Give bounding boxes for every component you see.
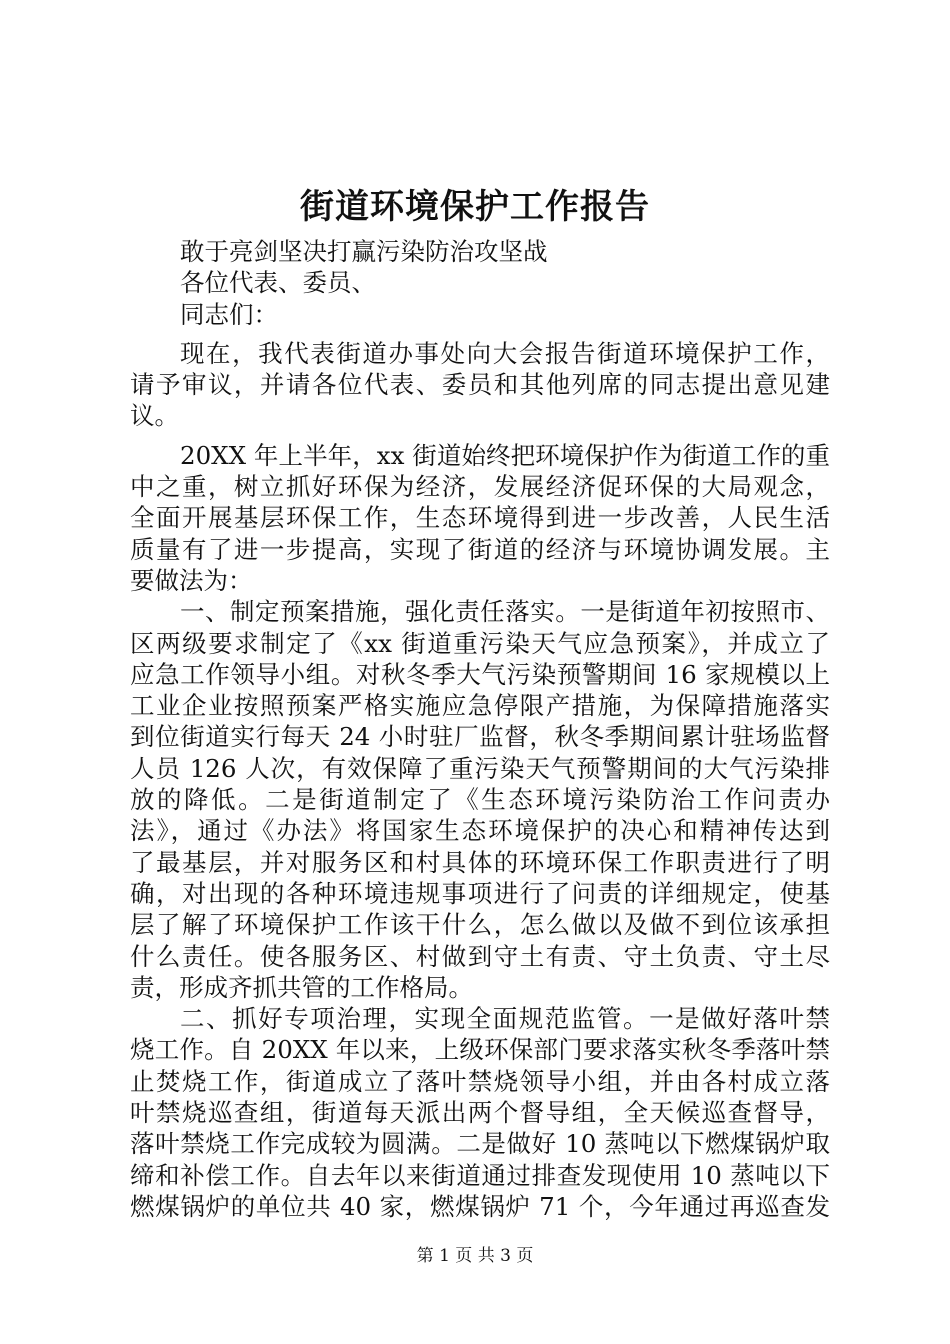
paragraph-line: 确，对出现的各种环境违规事项进行了问责的详细规定，使基 <box>130 878 830 908</box>
paragraph-line: 放的降低。二是街道制定了《生态环境污染防治工作问责办 <box>130 785 830 815</box>
paragraph-line: 区两级要求制定了《xx 街道重污染天气应急预案》，并成立了 <box>130 628 830 658</box>
paragraph-line: 燃煤锅炉的单位共 40 家，燃煤锅炉 71 个，今年通过再巡查发 <box>130 1191 830 1221</box>
paragraph-line: 缔和补偿工作。自去年以来街道通过排查发现使用 10 蒸吨以下 <box>130 1160 830 1190</box>
paragraph-line: 中之重，树立抓好环保为经济，发展经济促环保的大局观念， <box>130 472 830 502</box>
paragraph-line: 了最基层，并对服务区和村具体的环境环保工作职责进行了明 <box>130 847 830 877</box>
paragraph-line: 要做法为： <box>130 565 253 595</box>
paragraph-line: 层了解了环境保护工作该干什么，怎么做以及做不到位该承担 <box>130 910 830 940</box>
paragraph-line: 二、抓好专项治理，实现全面规范监管。一是做好落叶禁 <box>180 1004 830 1034</box>
salutation-line: 各位代表、委员、 <box>180 268 376 298</box>
salutation-line: 同志们： <box>180 299 278 329</box>
paragraph-line: 应急工作领导小组。对秋冬季大气污染预警期间 16 家规模以上 <box>130 659 830 689</box>
document-title: 街道环境保护工作报告 <box>300 187 650 227</box>
document-body <box>130 236 830 1222</box>
paragraph-line: 一、制定预案措施，强化责任落实。一是街道年初按照市、 <box>180 597 830 627</box>
page-footer: 第 1 页 共 3 页 <box>416 1246 534 1266</box>
paragraph-line: 法》，通过《办法》将国家生态环境保护的决心和精神传达到 <box>130 816 830 846</box>
paragraph-line: 到位街道实行每天 24 小时驻厂监督，秋冬季期间累计驻场监督 <box>130 722 830 752</box>
paragraph-line: 全面开展基层环保工作，生态环境得到进一步改善，人民生活 <box>130 503 830 533</box>
paragraph-gap <box>130 330 830 338</box>
paragraph-line: 工业企业按照预案严格实施应急停限产措施，为保障措施落实 <box>130 691 830 721</box>
subtitle-line: 敢于亮剑坚决打赢污染防治攻坚战 <box>180 237 548 266</box>
paragraph-line: 落叶禁烧工作完成较为圆满。二是做好 10 蒸吨以下燃煤锅炉取 <box>130 1129 830 1159</box>
paragraph-line: 现在，我代表街道办事处向大会报告街道环境保护工作， <box>180 338 830 368</box>
paragraph-line: 责，形成齐抓共管的工作格局。 <box>130 972 473 1002</box>
paragraph-line: 议。 <box>130 401 179 431</box>
paragraph-line: 20XX 年上半年，xx 街道始终把环境保护作为街道工作的重 <box>180 440 830 470</box>
paragraph-line: 什么责任。使各服务区、村做到守土有责、守土负责、守土尽 <box>130 941 830 971</box>
paragraph-gap <box>130 432 830 440</box>
paragraph-line: 请予审议，并请各位代表、委员和其他列席的同志提出意见建 <box>130 370 830 400</box>
paragraph-line: 叶禁烧巡查组，街道每天派出两个督导组，全天候巡查督导， <box>130 1098 830 1128</box>
paragraph-line: 人员 126 人次，有效保障了重污染天气预警期间的大气污染排 <box>130 753 830 783</box>
paragraph-line: 烧工作。自 20XX 年以来，上级环保部门要求落实秋冬季落叶禁 <box>130 1035 830 1065</box>
paragraph-line: 质量有了进一步提高，实现了街道的经济与环境协调发展。主 <box>130 534 830 564</box>
paragraph-line: 止焚烧工作，街道成立了落叶禁烧领导小组，并由各村成立落 <box>130 1066 830 1096</box>
